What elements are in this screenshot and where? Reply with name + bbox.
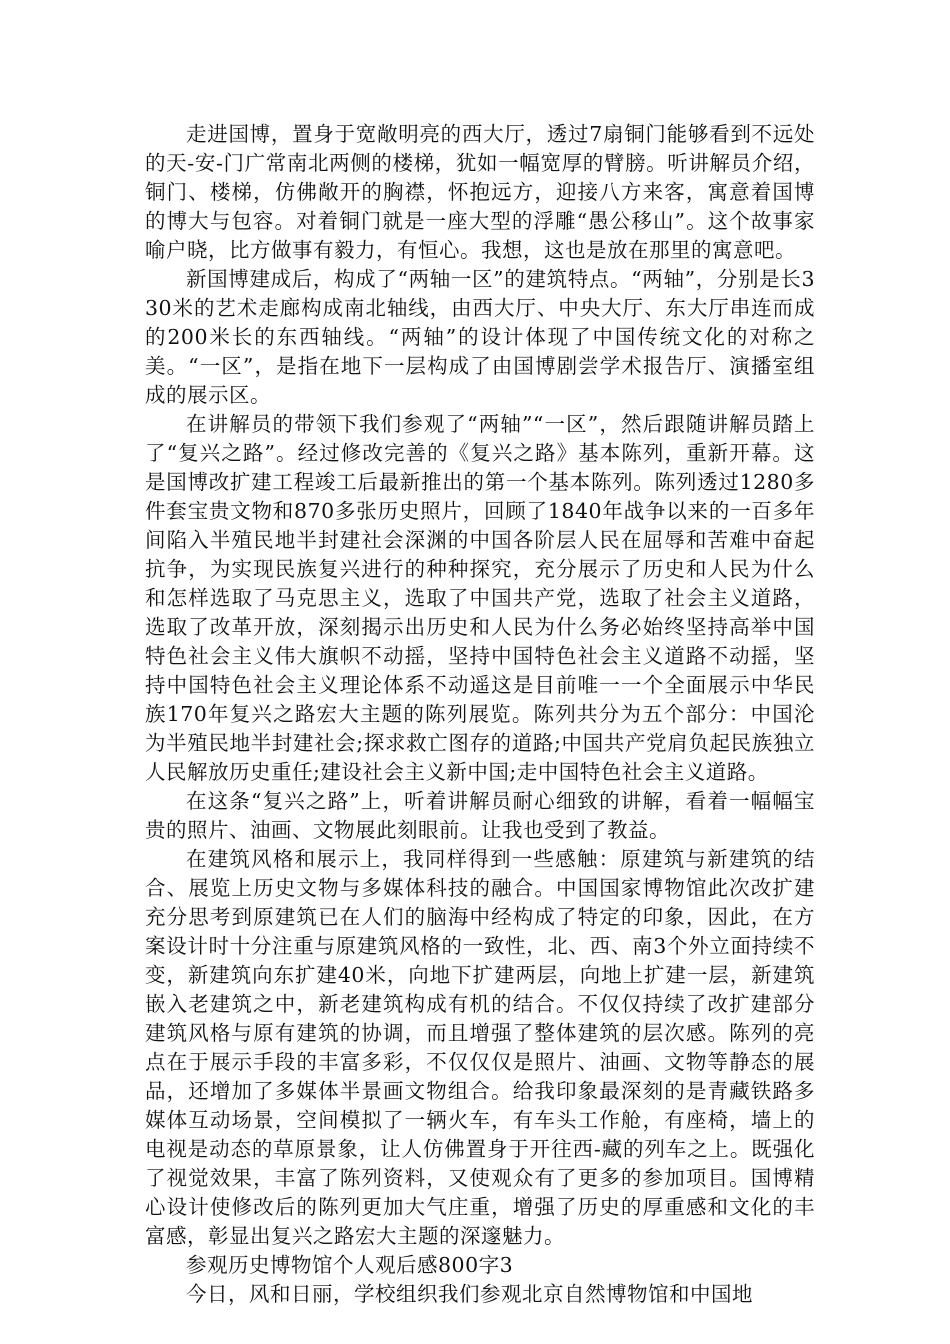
paragraph-road-to-revival: 在讲解员的带领下我们参观了“两轴”“一区”，然后跟随讲解员踏上了“复兴之路”。经过修改完善的《复兴之路》基本陈列，重新开幕。这是国博改扩建工程竣工后最新推出的第一个基本陈列。陈列透过1280多件套宝贵文物和870多张历史照片，回顾了1840年战争以来的一百多年间陷入半殖民地半封建社会深渊的中国各阶层人民在屈辱和苦难中奋起抗争，为实现民族复兴进行的种种探究，充分展示了历史和人民为什么和怎样选取了马克思主义，选取了中国共产党，选取了社会主义道路，选取了改革开放，深刻揭示出历史和人民为什么务必始终坚持高举中国特色社会主义伟大旗帜不动摇，坚持中国特色社会主义道路不动摇，坚持中国特色社会主义理论体系不动遥这是目前唯一一个全面展示中华民族170年复兴之路宏大主题的陈列展览。陈列共分为五个部分：中国沦为半殖民地半封建社会;探求救亡图存的道路;中国共产党肩负起民族独立人民解放历史重任;建设社会主义新中国;走中国特色社会主义道路。 — [145, 412, 815, 784]
paragraph-architecture: 在建筑风格和展示上，我同样得到一些感触：原建筑与新建筑的结合、展览上历史文物与多媒体科技的融合。中国国家博物馆此次改扩建充分思考到原建筑已在人们的脑海中经构成了特定的印象，因此，在方案设计时十分注重与原建筑风格的一致性，北、西、南3个外立面持续不变，新建筑向东扩建40米，向地下扩建两层，向地上扩建一层，新建筑嵌入老建筑之中，新老建筑构成有机的结合。不仅仅持续了改扩建部分建筑风格与原有建筑的协调，而且增强了整体建筑的层次感。陈列的亮点在于展示手段的丰富多彩，不仅仅仅是照片、油画、文物等静态的展品，还增加了多媒体半景画文物组合。给我印象最深刻的是青藏铁路多媒体互动场景，空间模拟了一辆火车，有车头工作舱，有座椅，墙上的电视是动态的草原景象，让人仿佛置身于开往西-藏的列车之上。既强化了视觉效果，丰富了陈列资料，又使观众有了更多的参加项目。国博精心设计使修改后的陈列更加大气庄重，增强了历史的厚重感和文化的丰富感，彰显出复兴之路宏大主题的深邃魅力。 — [145, 847, 815, 1248]
paragraph-lessons: 在这条“复兴之路”上，听着讲解员耐心细致的讲解，看着一幅幅宝贵的照片、油画、文物展此刻眼前。让我也受到了教益。 — [145, 789, 815, 842]
section-heading: 参观历史博物馆个人观后感800字3 — [186, 1253, 514, 1277]
paragraph-entrance: 走进国博，置身于宽敞明亮的西大厅，透过7扇铜门能够看到不远处的天-安-门广常南北两侧的楼梯，犹如一幅宽厚的臂膀。听讲解员介绍，铜门、楼梯，仿佛敞开的胸襟，怀抱远方，迎接八方来客，寓意着国博的博大与包容。对着铜门就是一座大型的浮雕“愚公移山”。这个故事家喻户晓，比方做事有毅力，有恒心。我想，这也是放在那里的寓意吧。 — [145, 122, 815, 262]
paragraph-two-axes: 新国博建成后，构成了“两轴一区”的建筑特点。“两轴”，分别是长330米的艺术走廊构成南北轴线，由西大厅、中央大厅、东大厅串连而成的200米长的东西轴线。“两轴”的设计体现了中国传统文化的对称之美。“一区”，是指在地下一层构成了由国博剧尝学术报告厅、演播室组成的展示区。 — [145, 267, 815, 407]
document-body — [145, 120, 815, 1309]
paragraph-next-visit: 今日，风和日丽，学校组织我们参观北京自然博物馆和中国地 — [186, 1282, 753, 1306]
